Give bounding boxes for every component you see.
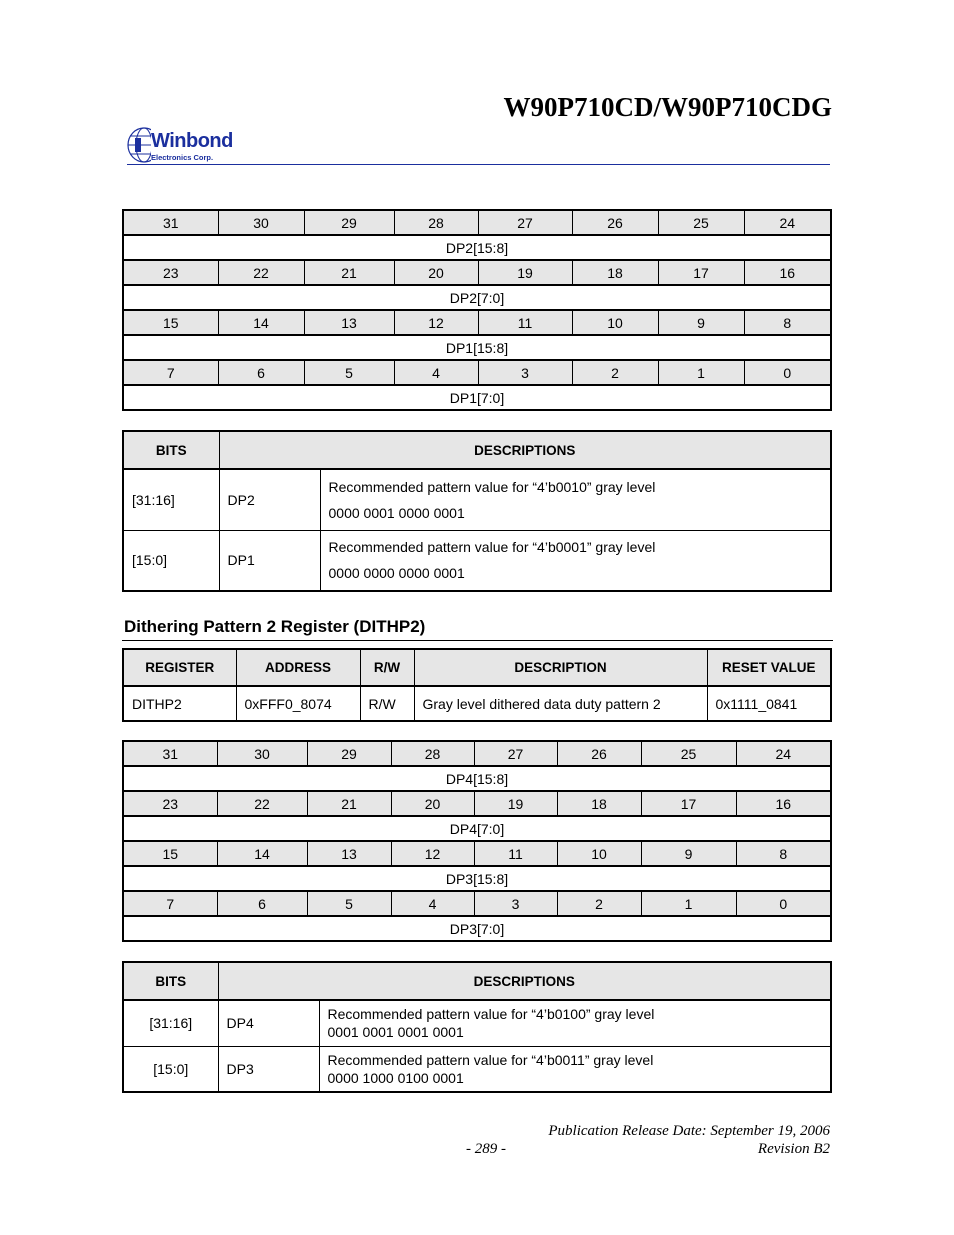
bit-number-cell: 8 [736, 841, 831, 866]
bits-header: BITS [123, 962, 218, 1000]
field-name-cell: DP3 [218, 1046, 319, 1092]
bit-number-cell: 11 [474, 841, 557, 866]
bit-number-row [123, 310, 831, 335]
bitmap-table-dithp1 [122, 209, 832, 411]
logo-wordmark: Winbond [151, 130, 233, 152]
bit-number-cell: 17 [641, 791, 736, 816]
bit-number-cell: 12 [391, 841, 474, 866]
bit-number-cell: 19 [478, 260, 572, 285]
bit-number-row [123, 741, 831, 766]
bit-number-cell: 2 [572, 360, 658, 385]
bit-number-cell: 19 [474, 791, 557, 816]
bit-number-cell: 27 [474, 741, 557, 766]
bit-field-row [123, 285, 831, 310]
description-line: Recommended pattern value for “4’b0100” gray level [327, 1006, 655, 1023]
bit-number-cell: 13 [304, 310, 394, 335]
bit-number-cell: 0 [744, 360, 831, 385]
description-line: Recommended pattern value for “4’b0001” gray level [328, 539, 656, 556]
bit-number-cell: 8 [744, 310, 831, 335]
bit-number-cell: 1 [658, 360, 744, 385]
bit-number-row [123, 360, 831, 385]
bit-number-cell: 7 [123, 891, 217, 916]
rw-cell: R/W [360, 686, 414, 721]
bit-number-cell: 31 [123, 741, 217, 766]
bit-number-cell: 17 [658, 260, 744, 285]
bit-number-cell: 15 [123, 310, 218, 335]
winbond-globe-icon [127, 126, 151, 164]
bit-number-cell: 28 [391, 741, 474, 766]
bit-number-cell: 23 [123, 791, 217, 816]
description-cell [320, 469, 831, 530]
description-cell [320, 530, 831, 591]
bit-number-row [123, 260, 831, 285]
reset-value-cell: 0x1111_0841 [707, 686, 831, 721]
bit-field-cell: DP3[7:0] [123, 916, 831, 941]
bit-number-cell: 26 [572, 210, 658, 235]
description-line: Recommended pattern value for “4’b0011” gray level [327, 1051, 654, 1068]
register-name-cell: DITHP2 [123, 686, 236, 721]
register-header: REGISTER [123, 649, 236, 686]
bit-number-cell: 16 [744, 260, 831, 285]
description-header: DESCRIPTION [414, 649, 707, 686]
bit-number-cell: 5 [307, 891, 391, 916]
bit-number-cell: 22 [217, 791, 307, 816]
bit-number-cell: 0 [736, 891, 831, 916]
bit-number-cell: 9 [641, 841, 736, 866]
bits-cell: [31:16] [123, 1000, 218, 1046]
bit-number-cell: 4 [391, 891, 474, 916]
description-line: 0000 1000 0100 0001 [327, 1069, 464, 1086]
bit-number-cell: 3 [474, 891, 557, 916]
bit-number-cell: 18 [557, 791, 641, 816]
bit-number-cell: 15 [123, 841, 217, 866]
bits-cell: [31:16] [123, 469, 219, 530]
bits-description-table-dithp2 [122, 961, 832, 1093]
bits-cell: [15:0] [123, 530, 219, 591]
bit-field-cell: DP2[7:0] [123, 285, 831, 310]
bit-number-cell: 25 [658, 210, 744, 235]
bit-number-cell: 24 [744, 210, 831, 235]
bit-number-row [123, 891, 831, 916]
rw-header: R/W [360, 649, 414, 686]
bit-number-cell: 2 [557, 891, 641, 916]
description-cell [319, 1000, 831, 1046]
bit-number-row [123, 210, 831, 235]
bit-number-cell: 5 [304, 360, 394, 385]
bit-number-cell: 30 [217, 741, 307, 766]
bitmap-table-dithp2 [122, 740, 832, 942]
bit-field-row [123, 866, 831, 891]
bit-number-cell: 13 [307, 841, 391, 866]
bit-number-cell: 29 [307, 741, 391, 766]
bit-number-cell: 29 [304, 210, 394, 235]
bit-number-row [123, 841, 831, 866]
address-cell: 0xFFF0_8074 [236, 686, 360, 721]
bit-field-cell: DP1[15:8] [123, 335, 831, 360]
bit-number-cell: 10 [557, 841, 641, 866]
reset-value-header: RESET VALUE [707, 649, 831, 686]
bit-field-cell: DP2[15:8] [123, 235, 831, 260]
bit-number-cell: 14 [218, 310, 304, 335]
bit-number-cell: 16 [736, 791, 831, 816]
bit-number-cell: 28 [394, 210, 478, 235]
bit-number-cell: 4 [394, 360, 478, 385]
bit-number-cell: 6 [218, 360, 304, 385]
bit-number-cell: 20 [391, 791, 474, 816]
description-line: Recommended pattern value for “4’b0010” gray level [328, 478, 656, 495]
bits-description-table-dithp1 [122, 430, 832, 592]
bit-field-cell: DP1[7:0] [123, 385, 831, 410]
description-cell: Gray level dithered data duty pattern 2 [414, 686, 707, 721]
logo-subtext: Electronics Corp. [151, 153, 214, 162]
bit-number-cell: 22 [218, 260, 304, 285]
field-name-cell: DP1 [219, 530, 320, 591]
bit-number-cell: 3 [478, 360, 572, 385]
description-cell [319, 1046, 831, 1092]
footer-page-number: - 289 - [466, 1141, 506, 1157]
footer-revision: Revision B2 [757, 1141, 830, 1157]
field-name-cell: DP2 [219, 469, 320, 530]
bit-field-cell: DP4[7:0] [123, 816, 831, 841]
bit-number-cell: 21 [304, 260, 394, 285]
winbond-logo [127, 126, 257, 166]
descriptions-header: DESCRIPTIONS [219, 431, 831, 469]
bit-number-cell: 26 [557, 741, 641, 766]
bit-field-row [123, 766, 831, 791]
bit-number-cell: 9 [658, 310, 744, 335]
section-divider [122, 640, 833, 641]
register-table [122, 648, 832, 722]
bit-number-cell: 11 [478, 310, 572, 335]
bit-number-cell: 31 [123, 210, 218, 235]
bit-number-cell: 27 [478, 210, 572, 235]
description-line: 0000 0000 0000 0001 [328, 565, 465, 582]
bit-number-cell: 20 [394, 260, 478, 285]
header-divider [127, 164, 830, 165]
bit-field-cell: DP3[15:8] [123, 866, 831, 891]
bit-number-cell: 25 [641, 741, 736, 766]
bit-number-cell: 6 [217, 891, 307, 916]
bit-field-cell: DP4[15:8] [123, 766, 831, 791]
bit-number-cell: 12 [394, 310, 478, 335]
bit-field-row [123, 385, 831, 410]
bit-field-row [123, 916, 831, 941]
bit-field-row [123, 335, 831, 360]
footer-release-date: Publication Release Date: September 19, 2006 [548, 1123, 830, 1139]
address-header: ADDRESS [236, 649, 360, 686]
description-line: 0001 0001 0001 0001 [327, 1024, 464, 1041]
description-line: 0000 0001 0000 0001 [328, 504, 465, 521]
bit-number-cell: 24 [736, 741, 831, 766]
bit-number-cell: 30 [218, 210, 304, 235]
bit-field-row [123, 235, 831, 260]
field-name-cell: DP4 [218, 1000, 319, 1046]
document-title: W90P710CD/W90P710CDG [503, 92, 832, 122]
descriptions-header: DESCRIPTIONS [218, 962, 831, 1000]
bit-number-cell: 14 [217, 841, 307, 866]
bit-number-row [123, 791, 831, 816]
bit-number-cell: 10 [572, 310, 658, 335]
section-heading: Dithering Pattern 2 Register (DITHP2) [124, 617, 426, 636]
bit-number-cell: 1 [641, 891, 736, 916]
bit-number-cell: 18 [572, 260, 658, 285]
bit-number-cell: 21 [307, 791, 391, 816]
bits-cell: [15:0] [123, 1046, 218, 1092]
bits-header: BITS [123, 431, 219, 469]
bit-number-cell: 7 [123, 360, 218, 385]
bit-number-cell: 23 [123, 260, 218, 285]
bit-field-row [123, 816, 831, 841]
